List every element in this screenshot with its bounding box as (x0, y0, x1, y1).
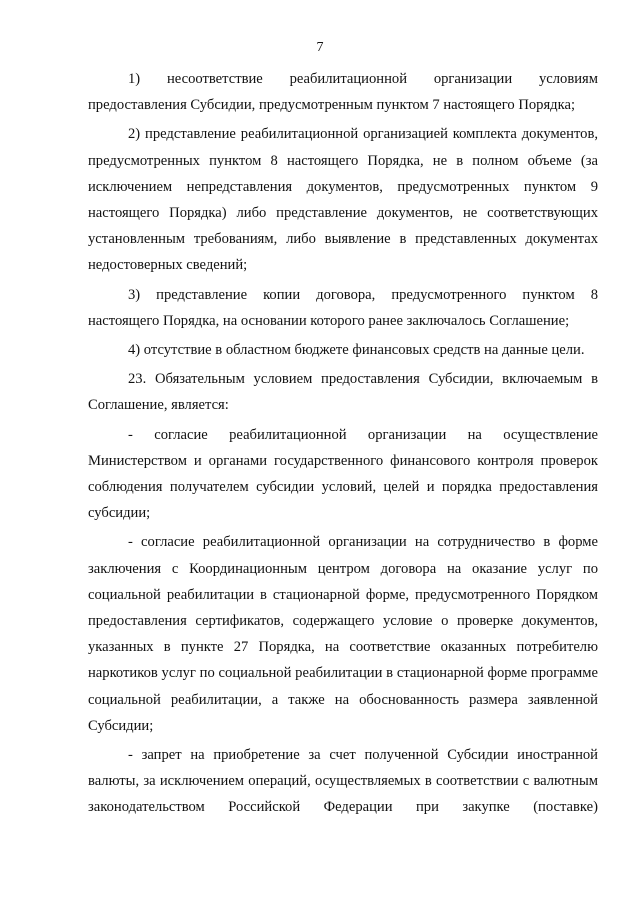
paragraph-condition-audit-consent: - согласие реабилитационной организации на осуществление Министерством и органами государственного финансового контроля проверок соблюдения получателем субсидии условий, целей и порядка предоставления субсидии; (88, 426, 598, 522)
page-number: 7 (316, 40, 324, 55)
paragraph-item-2: 2) представление реабилитационной организацией комплекта документов, предусмотренных пунктом 8 настоящего Порядка, не в полном объеме (за исключением непредставления документов, предусмотренных пунктом 9 настоящего Порядка) либо представление документов, не соответствующих установленным требованиям, либо выявление в представленных документах недостоверных сведений; (88, 126, 598, 274)
document-body (88, 66, 598, 824)
paragraph-condition-currency-ban: - запрет на приобретение за счет полученной Субсидии иностранной валюты, за исключением операций, осуществляемых в соответствии с валютным законодательством Российской Федерации при закупке (поставке) (88, 747, 598, 816)
paragraph-item-4: 4) отсутствие в областном бюджете финансовых средств на данные цели. (128, 342, 585, 359)
paragraph-item-1: 1) несоответствие реабилитационной организации условиям предоставления Субсидии, предусмотренным пунктом 7 настоящего Порядка; (88, 71, 598, 114)
paragraph-condition-cooperation-consent: - согласие реабилитационной организации на сотрудничество в форме заключения с Координационным центром договора на оказание услуг по социальной реабилитации в стационарной форме, предусмотренного Порядком предоставления сертификатов, содержащего условие о проверке документов, указанных в пункте 27 Порядка, на соответствие оказанных потребителю наркотиков услуг по социальной реабилитации в стационарной форме программе социальной реабилитации, а также на обоснованность размера заявленной Субсидии; (88, 534, 598, 734)
paragraph-item-3: 3) представление копии договора, предусмотренного пунктом 8 настоящего Порядка, на основании которого ранее заключалось Соглашение; (88, 286, 598, 329)
paragraph-section-23: 23. Обязательным условием предоставления Субсидии, включаемым в Соглашение, является: (88, 371, 598, 414)
